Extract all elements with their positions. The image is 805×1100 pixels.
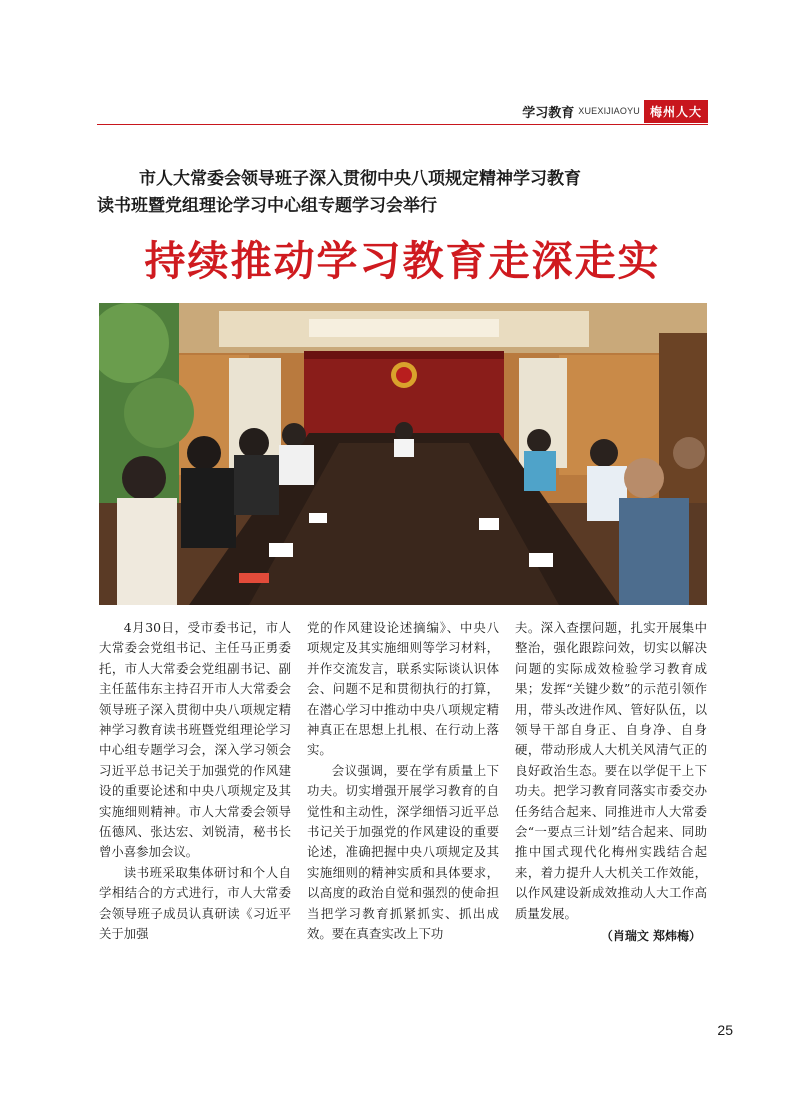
paragraph: 读书班采取集体研讨和个人自学相结合的方式进行，市人大常委会领导班子成员认真研读《习近平关于加强 <box>99 864 291 942</box>
kicker-line-1: 市人大常委会领导班子深入贯彻中央八项规定精神学习教育 <box>139 169 581 189</box>
paragraph: 会议强调，要在学有质量上下功夫。切实增强开展学习教育的自觉性和主动性，深学细悟习近平总书记关于加强党的作风建设的重要论述，准确把握中央八项规定及其实施细则的精神实质和具体要求，以高度的政治自觉和强烈的使命担当把学习教育抓紧抓实、抓出成效。要在真查实改上下功 <box>307 762 499 942</box>
column-3 <box>515 618 707 947</box>
column-2 <box>307 618 499 947</box>
byline: （肖瑞文 郑炜梅） <box>600 929 701 944</box>
article-body <box>99 618 707 947</box>
section-pinyin: XUEXIJIAOYU <box>578 106 640 116</box>
running-header <box>97 98 708 124</box>
paragraph: 党的作风建设论述摘编》、中央八项规定及其实施细则等学习材料，并作交流发言，联系实际谈认识体会、问题不足和贯彻执行的打算，在潜心学习中推动中央八项规定精神真正在思想上扎根、在行动上落实。 <box>307 620 499 758</box>
article-headline: 持续推动学习教育走深走实 <box>144 237 661 285</box>
kicker-line-2: 读书班暨党组理论学习中心组专题学习会举行 <box>97 196 437 216</box>
paragraph: 夫。深入查摆问题，扎实开展集中整治，强化跟踪问效，切实以解决问题的实际成效检验学习教育成果；发挥“关键少数”的示范引领作用，带头改进作风、管好队伍，以领导干部自身正、自身净、自身硬，带动形成人大机关风清气正的良好政治生态。要在以学促干上下功夫。把学习教育同落实市委交办任务结合起来、同推进市人大常委会“一要点三计划”结合起来、同助推中国式现代化梅州实践结合起来，着力提升人大机关工作效能，以作风建设新成效推动人大工作高质量发展。 <box>515 620 707 921</box>
meeting-photo <box>99 303 707 605</box>
section-title: 学习教育 <box>522 105 575 121</box>
brand-logo: 梅州人大 <box>644 100 708 123</box>
header-rule <box>97 124 708 125</box>
paragraph: 4月30日，受市委书记，市人大常委会党组书记、主任马正勇委托，市人大常委会党组副书记、副主任蓝伟东主持召开市人大常委会领导班子深入贯彻中央八项规定精神学习教育读书班暨党组理论学习中心组专题学习会，深入学习领会习近平总书记关于加强党的作风建设的重要论述和中央八项规定及其实施细则精神。市人大常委会领导伍德风、张达宏、刘锐清，秘书长曾小喜参加会议。 <box>99 620 291 860</box>
column-1 <box>99 618 291 947</box>
article-kicker <box>97 166 708 220</box>
page-number: 25 <box>717 1022 733 1038</box>
